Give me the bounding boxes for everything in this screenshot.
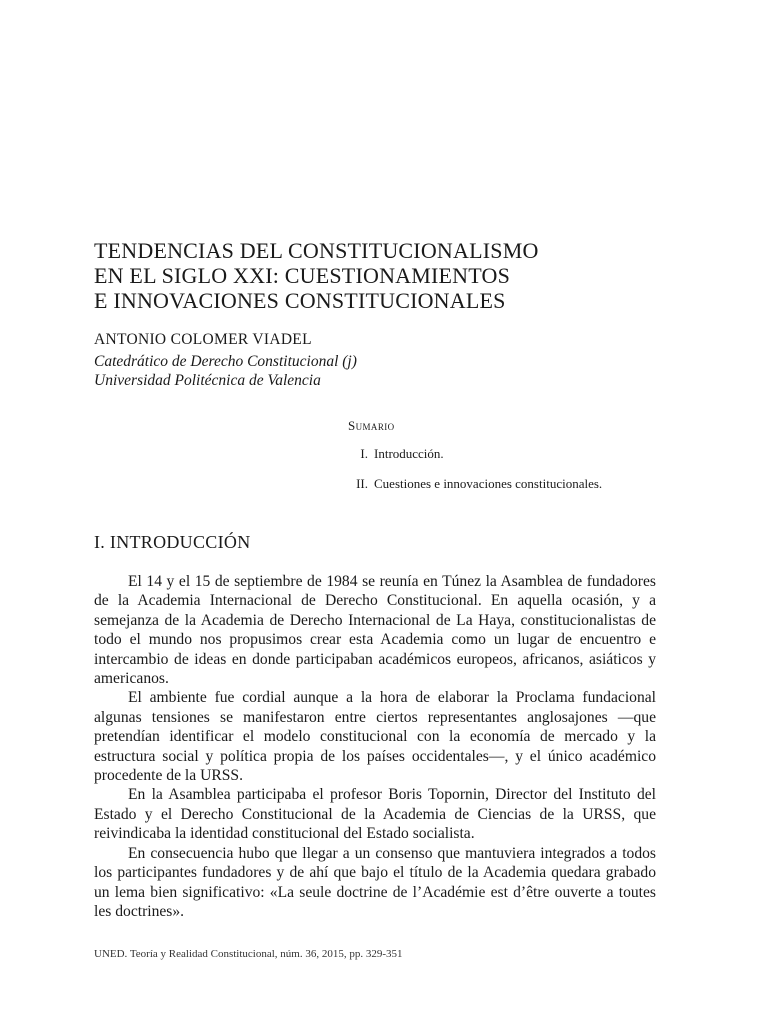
sumario-heading: Sumario bbox=[348, 418, 395, 433]
title-line: TENDENCIAS DEL CONSTITUCIONALISMO bbox=[94, 238, 539, 263]
title-line: EN EL SIGLO XXI: CUESTIONAMIENTOS bbox=[94, 263, 511, 288]
affiliation-university: Universidad Politécnica de Valencia bbox=[94, 372, 321, 389]
section-heading: I. INTRODUCCIÓN bbox=[94, 532, 251, 552]
author-affiliation bbox=[94, 352, 357, 390]
toc-item bbox=[338, 446, 444, 462]
affiliation-position: Catedrático de Derecho Constitucional (j) bbox=[94, 353, 357, 370]
toc-item bbox=[338, 476, 602, 492]
article-title bbox=[94, 238, 694, 313]
title-line: E INNOVACIONES CONSTITUCIONALES bbox=[94, 288, 506, 313]
toc-item-text: Introducción. bbox=[374, 446, 444, 461]
paragraph: En la Asamblea participaba el profesor Boris Topornin, Director del Instituto del Estado y el Derecho Constitucional de la Academia de Ciencias de la URSS, que reivindicaba la identidad constitucional del Estado socialista. bbox=[94, 786, 656, 843]
author-name: ANTONIO COLOMER VIADEL bbox=[94, 331, 312, 348]
toc-item-number: II. bbox=[356, 476, 368, 491]
paragraph: El 14 y el 15 de septiembre de 1984 se reunía en Túnez la Asamblea de fundadores de la Academia Internacional de Derecho Constitucional. En aquella ocasión, y a semejanza de la Academia de Derecho Internacional de La Haya, constitucionalistas de todo el mundo nos propusimos crear esta Academia como un lugar de encuentro e intercambio de ideas en donde participaban académicos europeos, africanos, asiáticos y americanos. bbox=[94, 573, 656, 688]
toc-item-number: I. bbox=[360, 446, 368, 461]
toc-item-text: Cuestiones e innovaciones constitucionales. bbox=[374, 476, 603, 491]
page-footer: UNED. Teoría y Realidad Constitucional, núm. 36, 2015, pp. 329-351 bbox=[94, 948, 403, 960]
body-text bbox=[94, 572, 656, 921]
paragraph: El ambiente fue cordial aunque a la hora de elaborar la Proclama fundacional algunas tensiones se manifestaron entre ciertos representantes anglosajones —que pretendían identificar el modelo constitucional con la economía de mercado y la estructura social y política propia de los países occidentales—, y el único académico procedente de la URSS. bbox=[94, 689, 656, 785]
paragraph: En consecuencia hubo que llegar a un consenso que mantuviera integrados a todos los participantes fundadores y de ahí que bajo el título de la Academia quedara grabado un lema bien significativo: «La seule doctrine de l’Académie est d’être ouverte a toutes les doctrines». bbox=[94, 844, 656, 920]
